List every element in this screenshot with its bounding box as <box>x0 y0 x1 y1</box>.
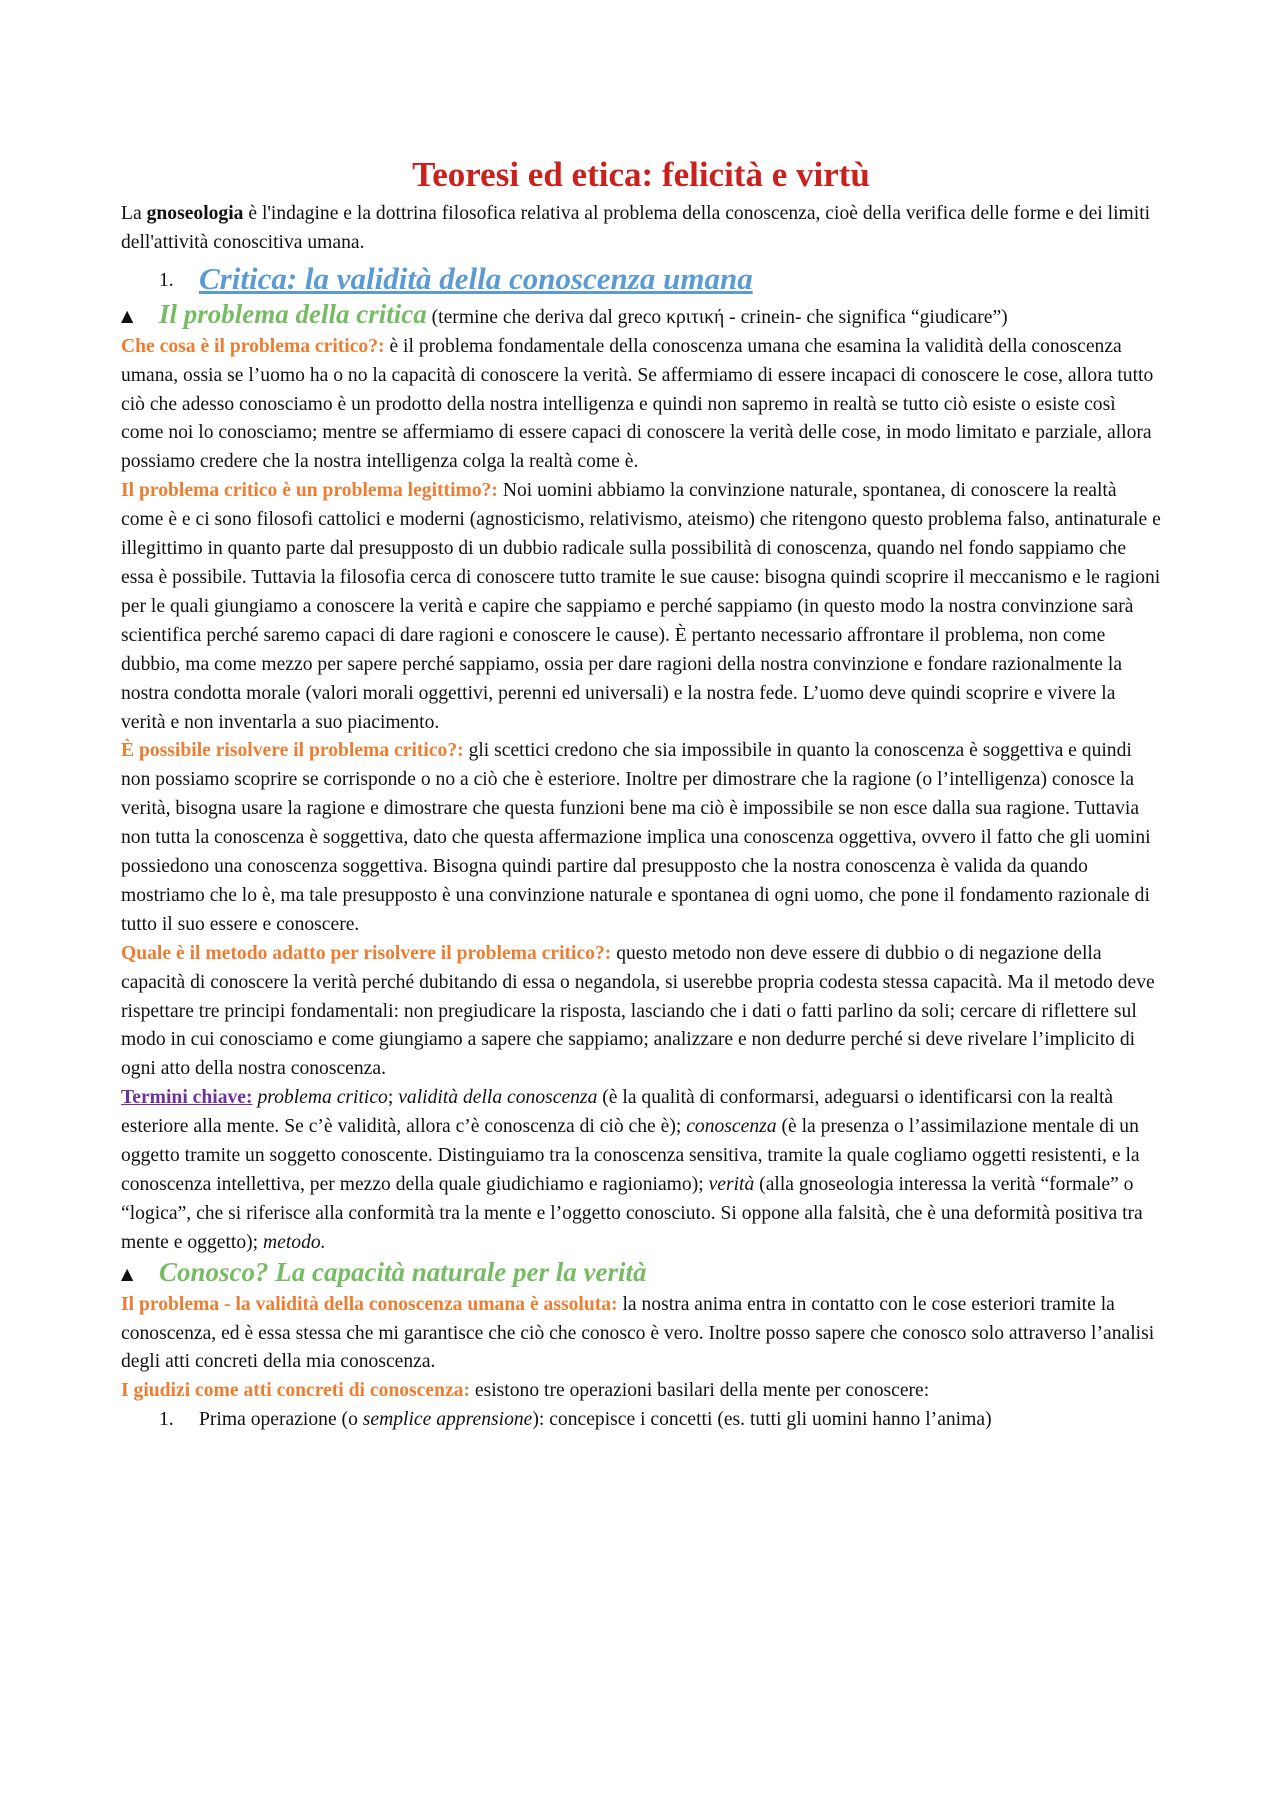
question-label: Quale è il metodo adatto per risolvere il problema critico?: <box>121 942 612 964</box>
list-item <box>121 1406 1161 1435</box>
subsection-title: Conosco? La capacità naturale per la verità <box>159 1256 647 1287</box>
paragraph-text: gli scettici credono che sia impossibile in quanto la conoscenza è soggettiva e quindi non possiamo scoprire se corrisponde o no a ciò che è esteriore. Inoltre per dimostrare che la ragione (o l’intelligenza) conosce la verità, bisogna usare la ragione e dimostrare che questa funzioni bene ma ciò è impossibile se non esce dalla sua ragione. Tuttavia non tutta la conoscenza è soggettiva, dato che questa affermazione implica una conoscenza oggettiva, ovvero il fatto che gli uomini possiedono una conoscenza soggettiva. Bisogna quindi partire dal presupposto che la nostra conoscenza è valida da quando mostriamo che lo è, ma tale presupposto è una convinzione naturale e spontanea di ogni uomo, che pone il fondamento razionale di tutto il suo essere e conoscere. <box>121 740 1151 935</box>
intro-pre: La <box>121 203 147 224</box>
intro-paragraph <box>121 200 1161 258</box>
paragraph-problema-critico <box>121 333 1161 478</box>
section-title: Critica: la validità della conoscenza umana <box>199 260 753 296</box>
question-label: Il problema critico è un problema legittimo?: <box>121 480 498 502</box>
section-number: 1. <box>159 269 174 291</box>
subsection-heading-1 <box>121 300 1161 333</box>
key-term: conoscenza <box>686 1116 777 1138</box>
paragraph-validita-assoluta <box>121 1291 1161 1378</box>
question-label: I giudizi come atti concreti di conoscenza: <box>121 1380 470 1402</box>
paragraph-risolvere-problema <box>121 737 1161 939</box>
list-text-italic: semplice apprensione <box>362 1409 533 1431</box>
key-terms-text: ; <box>387 1087 399 1109</box>
page-title: Teoresi ed etica: felicità e virtù <box>412 155 870 194</box>
key-terms-text: (è la presenza o l’assimilazione mentale di un oggetto tramite un soggetto conoscente. Distinguiamo tra la conoscenza sensitiva, tramite la quale cogliamo oggetti resistenti, e la conoscenza intellettiva, per mezzo della quale giudichiamo e ragioniamo); <box>121 1116 1140 1195</box>
subsection-heading-2 <box>121 1258 1161 1291</box>
paragraph-text: questo metodo non deve essere di dubbio o di negazione della capacità di conoscere la verità perché dubitando di essa o negandola, si userebbe propria codesta stessa capacità. Ma il metodo deve rispettare tre principi fondamentali: non pregiudicare la risposta, lasciando che i dati o fatti parlino da soli; cercare di riflettere sul modo in cui conosciamo e come giungiamo a sapere che sappiamo; analizzare e non dedurre perché si deve rivelare l’implicito di ogni atto della nostra conoscenza. <box>121 942 1155 1080</box>
question-label: Che cosa è il problema critico?: <box>121 335 385 357</box>
key-term: problema critico <box>257 1087 388 1109</box>
list-number: 1. <box>159 1409 174 1431</box>
document-page <box>121 152 1161 1435</box>
list-text-post: ): concepisce i concetti (es. tutti gli uomini hanno l’anima) <box>532 1409 992 1431</box>
subsection-note: (termine che deriva dal greco κριτική - crinein- che significa “giudicare”) <box>426 306 1008 328</box>
paragraph-giudizi <box>121 1377 1161 1406</box>
triangle-bullet-icon: ▲ <box>121 305 134 325</box>
key-term: verità <box>708 1174 755 1195</box>
paragraph-text: Noi uomini abbiamo la convinzione naturale, spontanea, di conoscere la realtà come è e ci sono filosofi cattolici e moderni (agnosticismo, relativismo, ateismo) che ritengono questo problema falso, antinaturale e illegittimo in quanto parte dal presupposto di un dubbio radicale sulla possibilità di conoscenza, quando nel fondo sappiamo che essa è possibile. Tuttavia la filosofia cerca di conoscere tutto tramite le sue cause: bisogna quindi scoprire il meccanismo e le ragioni per le quali giungiamo a conoscere la verità e capire che sappiamo e perché sappiamo (in questo modo la nostra convinzione sarà scientifica perché saremo capaci di dare ragioni e conoscere le cause). È pertanto necessario affrontare il problema, non come dubbio, ma come mezzo per sapere perché sappiamo, ossia per dare ragioni della nostra convinzione e fondare razionalmente la nostra condotta morale (valori morali oggettivi, perenni ed universali) e la nostra fede. L’uomo deve quindi scoprire e vivere la verità e non inventarla a suo piacimento. <box>121 480 1161 733</box>
paragraph-text: la nostra anima entra in contatto con le cose esteriori tramite la conoscenza, ed è essa stessa che mi garantisce che ciò che conosco è vero. Inoltre posso sapere che conosco solo attraverso l’analisi degli atti concreti della mia conoscenza. <box>121 1293 1155 1373</box>
question-label: È possibile risolvere il problema critico?: <box>121 740 464 762</box>
key-term: validità della conoscenza <box>398 1087 598 1109</box>
paragraph-problema-legittimo <box>121 477 1161 737</box>
intro-post: è l'indagine e la dottrina filosofica relativa al problema della conoscenza, cioè della verifica delle forme e dei limiti dell'attività conoscitiva umana. <box>121 203 1151 253</box>
key-terms-text: (è la qualità di conformarsi, adeguarsi o identificarsi con la realtà esteriore alla mente. Se c’è validità, allora c’è conoscenza di ciò che è); <box>121 1087 1114 1138</box>
paragraph-termini-chiave <box>121 1084 1161 1257</box>
paragraph-metodo-adatto <box>121 940 1161 1085</box>
intro-bold-term: gnoseologia <box>146 203 244 224</box>
paragraph-text: è il problema fondamentale della conoscenza umana che esamina la validità della conoscenza umana, ossia se l’uomo ha o no la capacità di conoscere la verità. Se affermiamo di essere incapaci di conoscere le cose, allora tutto ciò che adesso conosciamo è un prodotto della nostra intelligenza e quindi non sapremo in realtà se tutto ciò esiste o esiste così come noi lo conosciamo; mentre se affermiamo di essere capaci di conoscere la verità delle cose, in modo limitato e parziale, allora possiamo credere che la nostra intelligenza colga la realtà come è. <box>121 335 1154 473</box>
list-text-pre: Prima operazione (o <box>199 1409 363 1431</box>
key-term: metodo. <box>263 1231 326 1253</box>
section-heading-1 <box>121 260 1161 298</box>
subsection-title: Il problema della critica <box>159 298 427 329</box>
key-terms-text: (alla gnoseologia interessa la verità “formale” o “logica”, che si riferisce alla conformità tra la mente e l’oggetto conosciuto. Si oppone alla falsità, che è una deformità positiva tra mente e oggetto); <box>121 1174 1143 1253</box>
key-terms-label: Termini chiave: <box>121 1087 253 1109</box>
triangle-bullet-icon: ▲ <box>121 1263 134 1283</box>
question-label: Il problema - la validità della conoscenza umana è assoluta: <box>121 1293 618 1315</box>
paragraph-text: esistono tre operazioni basilari della mente per conoscere: <box>470 1380 930 1402</box>
